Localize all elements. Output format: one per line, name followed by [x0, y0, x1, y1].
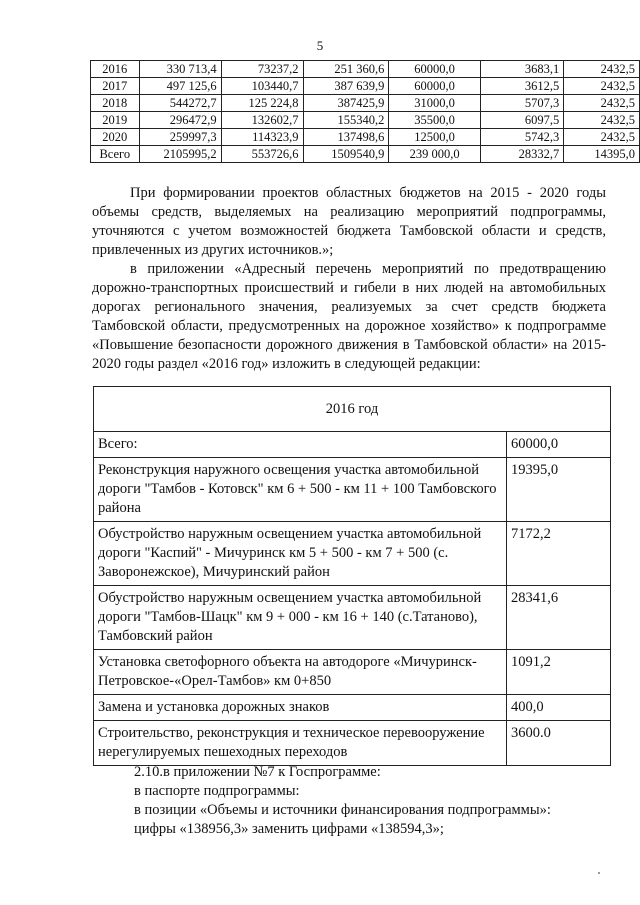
finance-value-cell: 125 224,8 [221, 95, 303, 112]
event-name: Строительство, реконструкция и техническое перевооружение нерегулируемых пешеходных переходов [94, 721, 507, 765]
finance-value-cell: 2105995,2 [139, 146, 221, 163]
events-table-row [94, 650, 610, 695]
finance-value-cell: 73237,2 [221, 61, 303, 78]
finance-value-cell: 31000,0 [389, 95, 480, 112]
events-table-row [94, 695, 610, 721]
event-name: Обустройство наружным освещением участка автомобильной дороги "Тамбов-Шацк" км 9 + 000 - км 16 + 140 (с.Татаново), Тамбовский район [94, 586, 507, 649]
finance-table-row [91, 146, 640, 163]
paragraph-budget-note [92, 184, 606, 260]
finance-value-cell: 1509540,9 [303, 146, 389, 163]
finance-value-cell: 5742,3 [480, 129, 563, 146]
closing-line-2: в паспорте подпрограммы: [134, 783, 300, 799]
finance-value-cell: 60000,0 [389, 78, 480, 95]
events-table-row [94, 721, 610, 765]
finance-value-cell: 3683,1 [480, 61, 563, 78]
finance-value-cell: 35500,0 [389, 112, 480, 129]
finance-value-cell: 28332,7 [480, 146, 563, 163]
closing-line-4: цифры «138956,3» заменить цифрами «138594,3»; [134, 821, 444, 837]
event-amount: 1091,2 [511, 654, 551, 670]
finance-value-cell: 2432,5 [564, 112, 640, 129]
event-name: Реконструкция наружного освещения участка автомобильной дороги "Тамбов - Котовск" км 6 + 500 - км 11 + 100 Тамбовского района [94, 458, 507, 521]
closing-line-1: 2.10.в приложении №7 к Госпрограмме: [134, 764, 381, 780]
scan-speck [598, 872, 600, 874]
event-amount: 3600.0 [511, 725, 551, 741]
finance-value-cell: 497 125,6 [139, 78, 221, 95]
finance-value-cell: 137498,6 [303, 129, 389, 146]
finance-value-cell: 60000,0 [389, 61, 480, 78]
events-table-row [94, 432, 610, 458]
events-table-row [94, 522, 610, 586]
finance-value-cell: 103440,7 [221, 78, 303, 95]
finance-year-cell: 2018 [91, 95, 140, 112]
events-table-row [94, 458, 610, 522]
finance-value-cell: 14395,0 [564, 146, 640, 163]
finance-value-cell: 5707,3 [480, 95, 563, 112]
finance-year-cell: 2020 [91, 129, 140, 146]
finance-table-row [91, 129, 640, 146]
finance-value-cell: 2432,5 [564, 61, 640, 78]
closing-line-3: в позиции «Объемы и источники финансирования подпрограммы»: [134, 802, 551, 818]
events-table-row [94, 586, 610, 650]
finance-value-cell: 114323,9 [221, 129, 303, 146]
event-amount: 60000,0 [511, 436, 559, 452]
event-name: Установка светофорного объекта на автодороге «Мичуринск-Петровское-«Орел-Тамбов» км 0+850 [94, 650, 507, 694]
finance-value-cell: 2432,5 [564, 129, 640, 146]
finance-value-cell: 296472,9 [139, 112, 221, 129]
finance-table [90, 60, 640, 163]
event-amount: 19395,0 [511, 462, 559, 478]
finance-year-cell: 2016 [91, 61, 140, 78]
finance-value-cell: 239 000,0 [389, 146, 480, 163]
finance-table-row [91, 61, 640, 78]
finance-value-cell: 132602,7 [221, 112, 303, 129]
finance-value-cell: 2432,5 [564, 78, 640, 95]
finance-value-cell: 387 639,9 [303, 78, 389, 95]
event-name: Обустройство наружным освещением участка автомобильной дороги "Каспий" - Мичуринск км 5 + 500 - км 7 + 500 (с. Заворонежское), Мичуринский район [94, 522, 507, 585]
finance-table-row [91, 112, 640, 129]
event-amount: 7172,2 [511, 526, 551, 542]
finance-table-row [91, 78, 640, 95]
finance-value-cell: 544272,7 [139, 95, 221, 112]
finance-value-cell: 3612,5 [480, 78, 563, 95]
event-name: Замена и установка дорожных знаков [94, 695, 507, 720]
finance-year-cell: 2019 [91, 112, 140, 129]
finance-value-cell: 6097,5 [480, 112, 563, 129]
finance-value-cell: 259997,3 [139, 129, 221, 146]
events-table-header: 2016 год [94, 387, 610, 432]
event-amount: 28341,6 [511, 590, 559, 606]
finance-year-cell: 2017 [91, 78, 140, 95]
finance-value-cell: 387425,9 [303, 95, 389, 112]
event-amount: 400,0 [511, 699, 544, 715]
finance-value-cell: 330 713,4 [139, 61, 221, 78]
finance-value-cell: 2432,5 [564, 95, 640, 112]
finance-year-cell: Всего [91, 146, 140, 163]
page-number: 5 [316, 38, 324, 53]
paragraph-amendment-text: в приложении «Адресный перечень мероприятий по предотвращению дорожно-транспортных происшествий и гибели в них людей на автомобильных дорогах регионального значения, реализуемых за счет средств бюджета Тамбовской области, предусмотренных на дорожное хозяйство» к подпрограмме «Повышение безопасности дорожного движения в Тамбовской области» на 2015-2020 годы раздел «2016 год» изложить в следующей редакции: [92, 261, 606, 372]
finance-value-cell: 155340,2 [303, 112, 389, 129]
events-table [93, 386, 611, 766]
paragraph-amendment [92, 260, 606, 374]
finance-table-row [91, 95, 640, 112]
paragraph-budget-note-text: При формировании проектов областных бюджетов на 2015 - 2020 годы объемы средств, выделяемых на реализацию мероприятий подпрограммы, уточняются с учетом возможностей бюджета Тамбовской области и средств, привлеченных из других источников.»; [92, 185, 606, 258]
finance-value-cell: 251 360,6 [303, 61, 389, 78]
finance-value-cell: 553726,6 [221, 146, 303, 163]
finance-value-cell: 12500,0 [389, 129, 480, 146]
event-name: Всего: [94, 432, 507, 457]
